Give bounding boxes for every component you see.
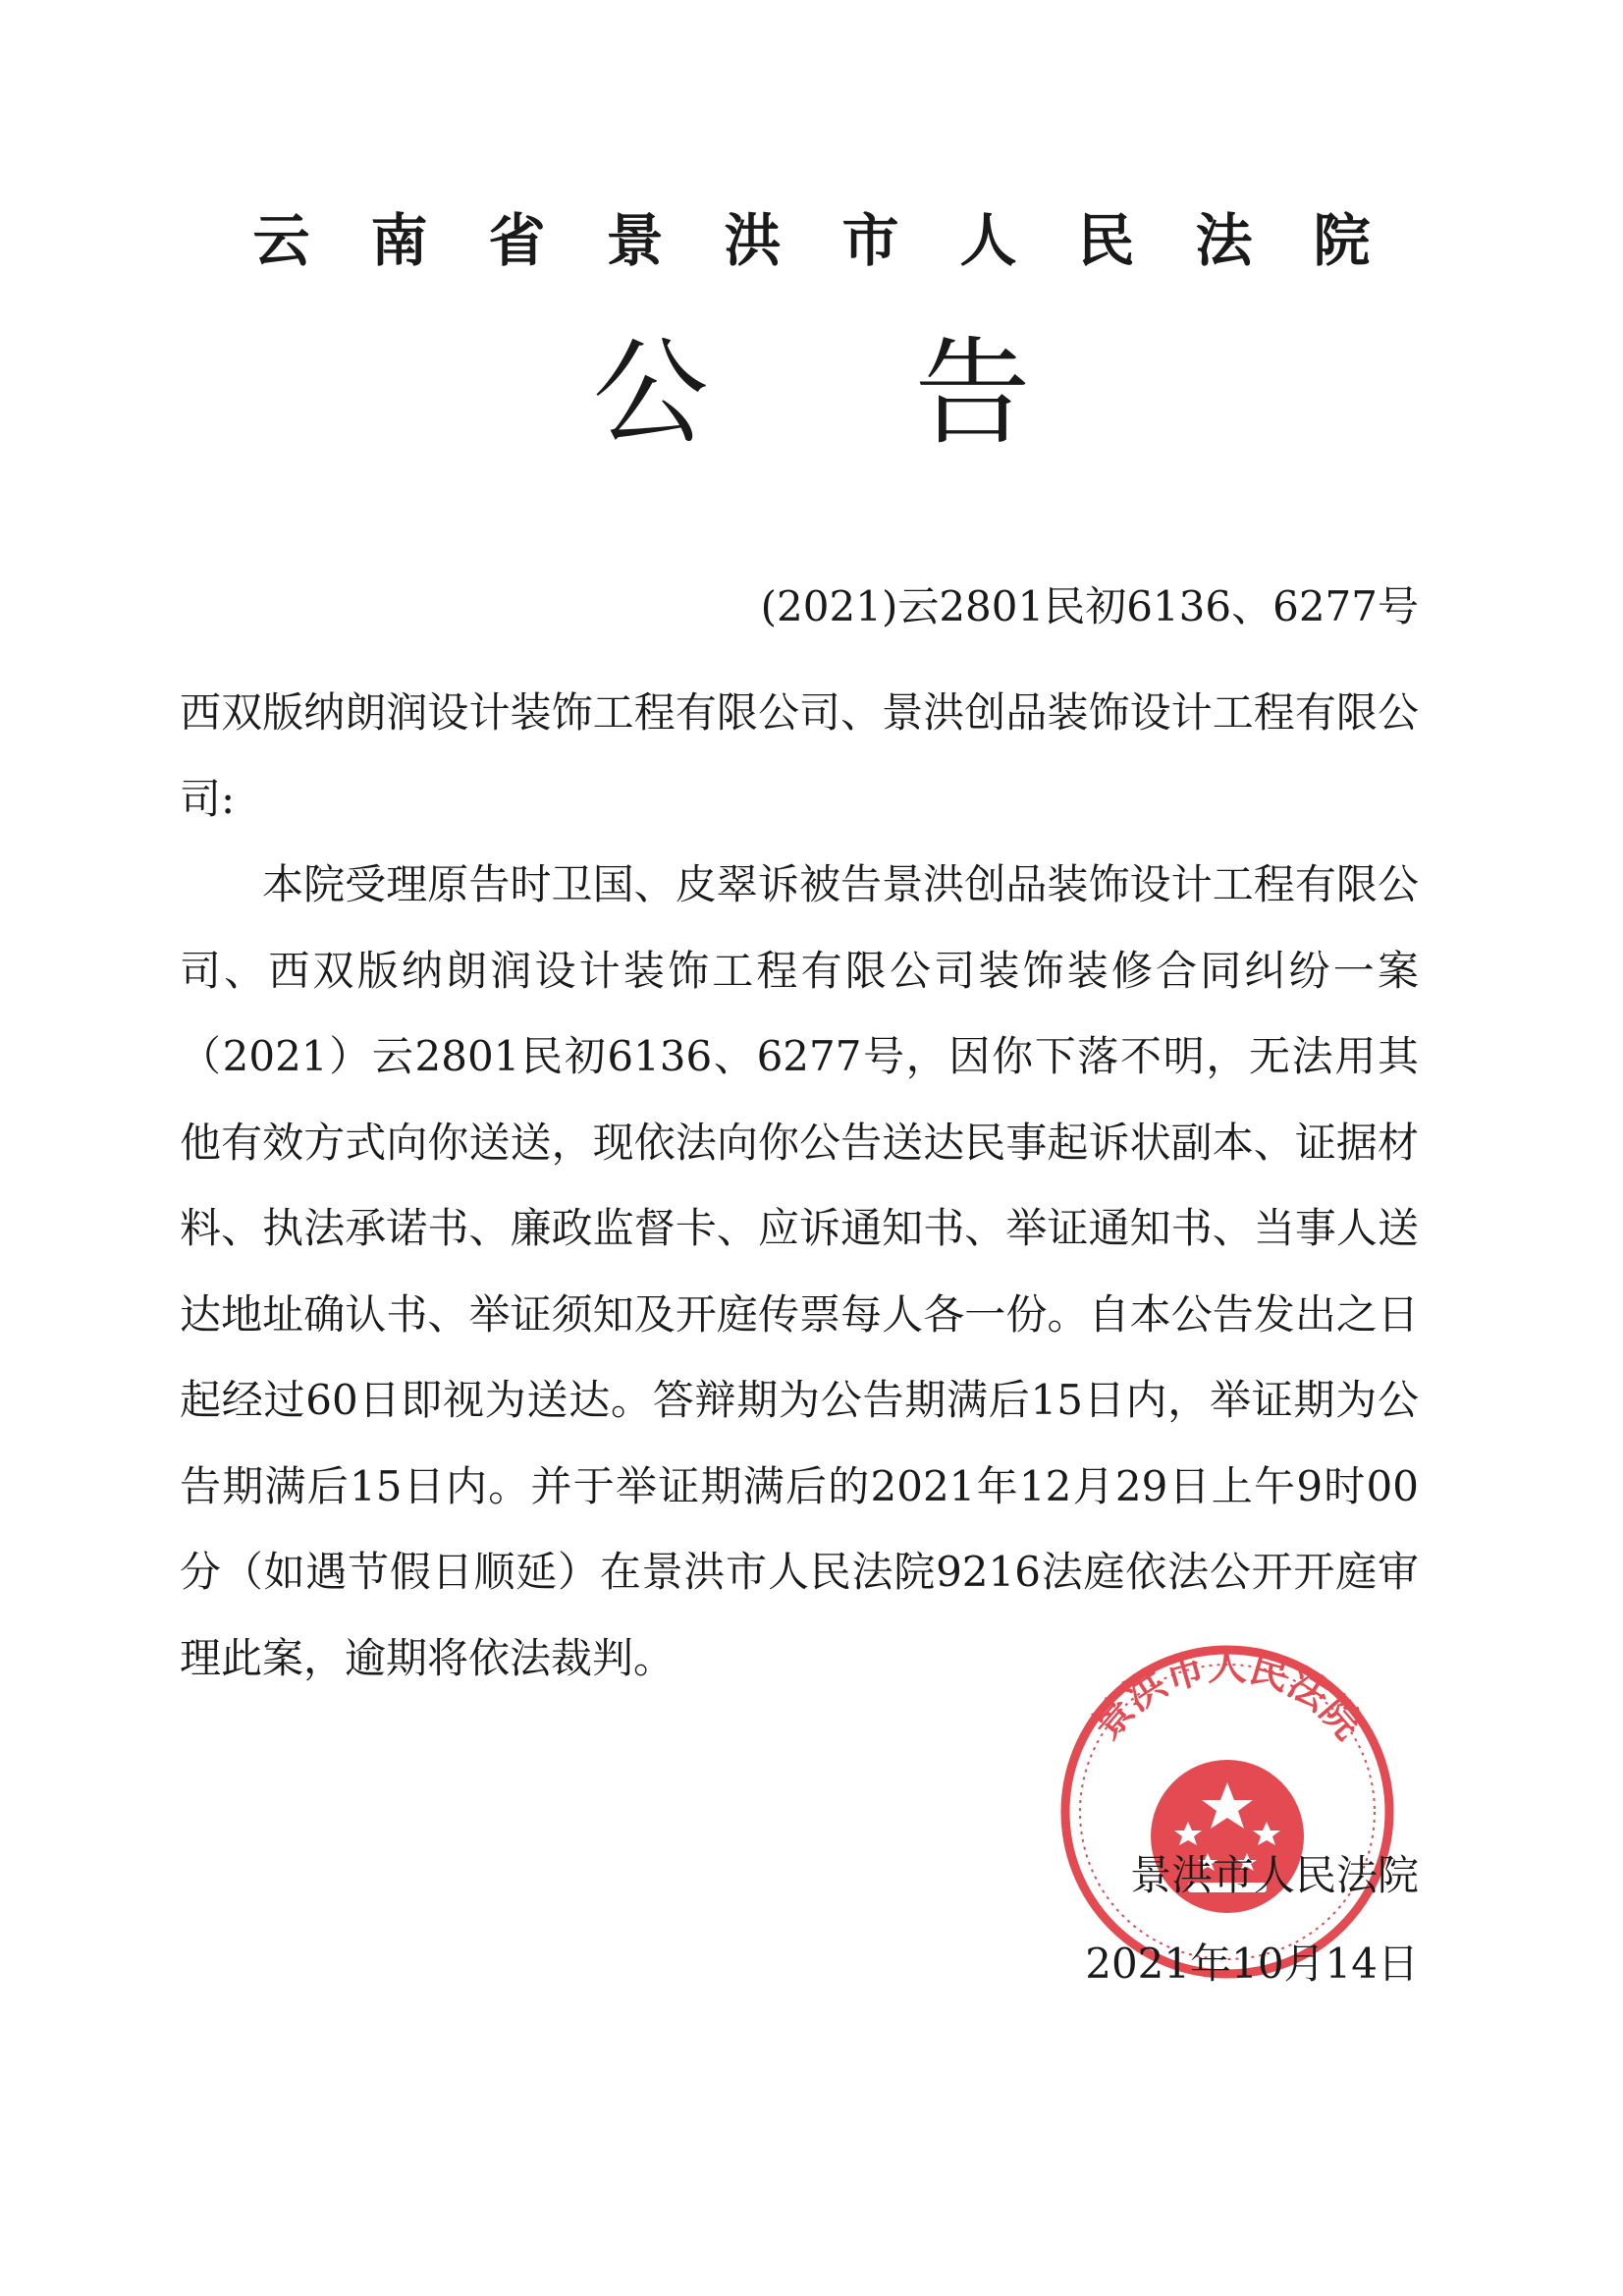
signature-court: 景洪市人民法院 (1129, 1851, 1419, 1899)
notice-content (180, 670, 1419, 1701)
notice-title: 公告 (592, 325, 1237, 461)
notice-body: 本院受理原告时卫国、皮翠诉被告景洪创品装饰设计工程有限公司、西双版纳朗润设计装饰工程有限公司装饰装修合同纠纷一案（2021）云2801民初6136、6277号，因你下落不明，无法用其他有效方式向你送送，现依法向你公告送达民事起诉状副本、证据材料、执法承诺书、廉政监督卡、应诉通知书、举证通知书、当事人送达地址确认书、举证须知及开庭传票每人各一份。自本公告发出之日起经过60日即视为送达。答辩期为公告期满后15日内，举证期为公告期满后15日内。并于举证期满后的2021年12月29日上午9时00分（如遇节假日顺延）在景洪市人民法院9216法庭依法公开开庭审理此案，逾期将依法裁判。 (180, 860, 1419, 1682)
addressee: 西双版纳朗润设计装饰工程有限公司、景洪创品装饰设计工程有限公司: (180, 688, 1419, 823)
signature-date: 2021年10月14日 (1085, 1940, 1419, 1988)
svg-text:景洪市人民法院 (1084, 1644, 1371, 1748)
case-number: (2021)云2801民初6136、6277号 (760, 582, 1419, 630)
court-name-heading: 云南省景洪市人民法院 (252, 207, 1432, 274)
seal-text: 景洪市人民法院 (1083, 1644, 1372, 1749)
